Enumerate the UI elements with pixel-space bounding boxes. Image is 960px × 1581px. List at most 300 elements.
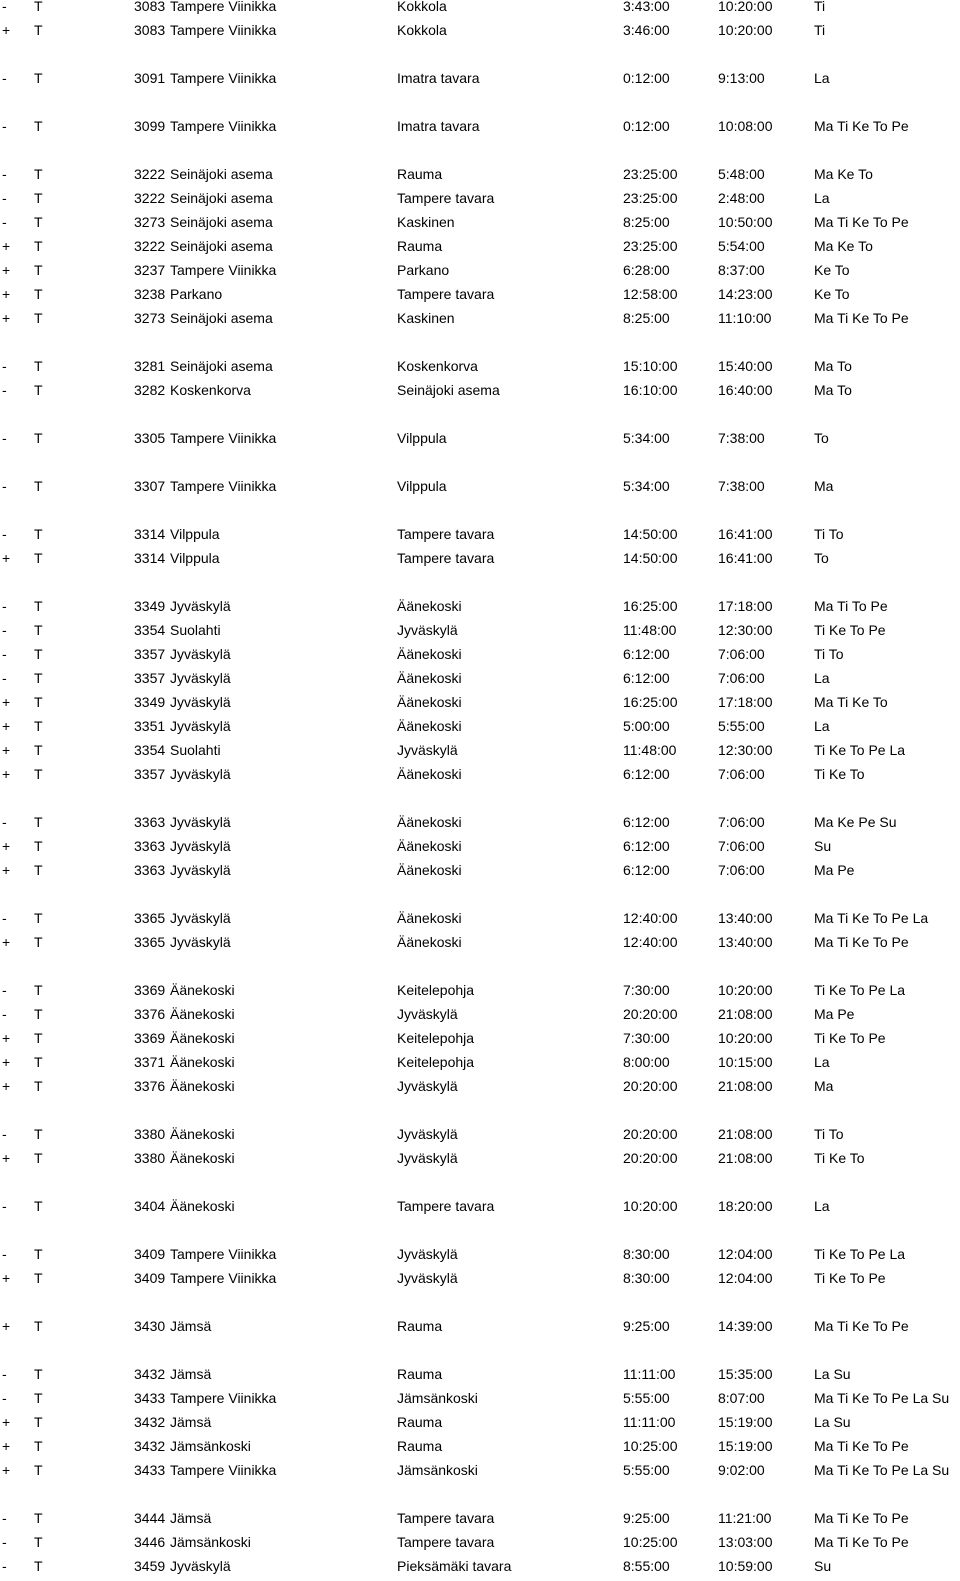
arrival-time: 14:39:00	[718, 1318, 773, 1334]
train-number: 3349	[134, 694, 166, 710]
train-number: 3091	[134, 70, 166, 86]
train-number: 3369	[134, 982, 166, 998]
table-row	[0, 906, 960, 930]
table-row	[0, 1074, 960, 1098]
destination-station: Keitelepohja	[397, 1054, 475, 1070]
destination-station: Keitelepohja	[397, 1030, 475, 1046]
arrival-time: 10:15:00	[718, 1054, 773, 1070]
operating-days: Ti	[814, 0, 826, 14]
train-number: 3432	[134, 1414, 166, 1430]
destination-station: Äänekoski	[397, 694, 462, 710]
change-sign: -	[2, 118, 7, 134]
departure-time: 23:25:00	[623, 166, 678, 182]
train-type: T	[34, 1054, 43, 1070]
departure-time: 9:25:00	[623, 1510, 670, 1526]
arrival-time: 12:04:00	[718, 1246, 773, 1262]
arrival-time: 10:20:00	[718, 22, 773, 38]
destination-station: Jyväskylä	[397, 1126, 458, 1142]
destination-station: Rauma	[397, 1366, 443, 1382]
train-type: T	[34, 286, 43, 302]
operating-days: Ti Ke To Pe La	[814, 982, 906, 998]
arrival-time: 13:03:00	[718, 1534, 773, 1550]
departure-time: 11:48:00	[623, 742, 677, 758]
train-type: T	[34, 838, 43, 854]
table-row	[0, 1122, 960, 1146]
arrival-time: 2:48:00	[718, 190, 765, 206]
train-number: 3363	[134, 862, 166, 878]
change-sign: -	[2, 1366, 7, 1382]
operating-days: Ti To	[814, 1126, 844, 1142]
destination-station: Äänekoski	[397, 646, 462, 662]
change-sign: -	[2, 910, 7, 926]
origin-station: Jyväskylä	[170, 862, 231, 878]
table-row	[0, 738, 960, 762]
change-sign: -	[2, 190, 7, 206]
origin-station: Tampere Viinikka	[170, 70, 277, 86]
origin-station: Jyväskylä	[170, 814, 231, 830]
arrival-time: 10:20:00	[718, 1030, 773, 1046]
operating-days: La	[814, 190, 830, 206]
train-number: 3363	[134, 814, 166, 830]
arrival-time: 21:08:00	[718, 1126, 773, 1142]
origin-station: Suolahti	[170, 622, 221, 638]
train-number: 3349	[134, 598, 166, 614]
operating-days: Ma Ti Ke To Pe	[814, 1534, 909, 1550]
change-sign: +	[2, 1150, 11, 1166]
destination-station: Vilppula	[397, 478, 447, 494]
change-sign: +	[2, 694, 11, 710]
arrival-time: 11:10:00	[718, 310, 772, 326]
origin-station: Äänekoski	[170, 982, 235, 998]
arrival-time: 7:06:00	[718, 862, 765, 878]
group-separator	[0, 882, 960, 906]
train-number: 3237	[134, 262, 166, 278]
operating-days: Ma	[814, 1078, 834, 1094]
origin-station: Jämsä	[170, 1318, 212, 1334]
departure-time: 5:00:00	[623, 718, 670, 734]
table-row	[0, 1410, 960, 1434]
destination-station: Jämsänkoski	[397, 1462, 478, 1478]
change-sign: +	[2, 238, 11, 254]
train-type: T	[34, 982, 43, 998]
operating-days: Ti Ke To Pe La	[814, 1246, 906, 1262]
table-row	[0, 522, 960, 546]
train-number: 3222	[134, 166, 166, 182]
departure-time: 20:20:00	[623, 1126, 678, 1142]
table-row	[0, 858, 960, 882]
departure-time: 9:25:00	[623, 1318, 670, 1334]
train-type: T	[34, 742, 43, 758]
arrival-time: 5:48:00	[718, 166, 765, 182]
operating-days: Ti Ke To	[814, 766, 865, 782]
origin-station: Jämsä	[170, 1414, 212, 1430]
train-number: 3376	[134, 1078, 166, 1094]
train-number: 3222	[134, 238, 166, 254]
origin-station: Äänekoski	[170, 1006, 235, 1022]
arrival-time: 10:20:00	[718, 0, 773, 14]
departure-time: 12:58:00	[623, 286, 678, 302]
departure-time: 11:11:00	[623, 1366, 676, 1382]
destination-station: Tampere tavara	[397, 1198, 495, 1214]
group-separator	[0, 1290, 960, 1314]
departure-time: 23:25:00	[623, 190, 678, 206]
train-number: 3459	[134, 1558, 166, 1574]
operating-days: Ti	[814, 22, 826, 38]
change-sign: +	[2, 22, 11, 38]
train-type: T	[34, 1534, 43, 1550]
origin-station: Äänekoski	[170, 1150, 235, 1166]
train-number: 3351	[134, 718, 166, 734]
departure-time: 10:20:00	[623, 1198, 678, 1214]
destination-station: Jyväskylä	[397, 1078, 458, 1094]
origin-station: Jyväskylä	[170, 670, 231, 686]
destination-station: Jyväskylä	[397, 742, 458, 758]
table-row	[0, 474, 960, 498]
change-sign: -	[2, 358, 7, 374]
origin-station: Tampere Viinikka	[170, 1246, 277, 1262]
table-row	[0, 282, 960, 306]
change-sign: +	[2, 1030, 11, 1046]
destination-station: Äänekoski	[397, 862, 462, 878]
train-number: 3281	[134, 358, 166, 374]
train-number: 3083	[134, 22, 166, 38]
train-type: T	[34, 1126, 43, 1142]
operating-days: Ma Ti Ke To	[814, 694, 888, 710]
departure-time: 7:30:00	[623, 982, 670, 998]
train-number: 3238	[134, 286, 166, 302]
table-row	[0, 1362, 960, 1386]
change-sign: -	[2, 622, 7, 638]
destination-station: Jyväskylä	[397, 1270, 458, 1286]
table-row	[0, 1530, 960, 1554]
destination-station: Tampere tavara	[397, 550, 495, 566]
destination-station: Jyväskylä	[397, 622, 458, 638]
destination-station: Imatra tavara	[397, 118, 480, 134]
destination-station: Vilppula	[397, 430, 447, 446]
train-type: T	[34, 766, 43, 782]
operating-days: La	[814, 70, 830, 86]
table-row	[0, 1266, 960, 1290]
change-sign: -	[2, 1126, 7, 1142]
change-sign: +	[2, 1414, 11, 1430]
arrival-time: 17:18:00	[718, 694, 773, 710]
train-number: 3365	[134, 910, 166, 926]
train-type: T	[34, 166, 43, 182]
train-type: T	[34, 262, 43, 278]
departure-time: 8:25:00	[623, 214, 670, 230]
origin-station: Seinäjoki asema	[170, 190, 273, 206]
train-number: 3380	[134, 1126, 166, 1142]
origin-station: Jyväskylä	[170, 1558, 231, 1574]
change-sign: +	[2, 286, 11, 302]
operating-days: Ti Ke To Pe	[814, 622, 886, 638]
arrival-time: 21:08:00	[718, 1078, 773, 1094]
change-sign: +	[2, 262, 11, 278]
departure-time: 5:34:00	[623, 478, 670, 494]
arrival-time: 16:41:00	[718, 550, 773, 566]
departure-time: 5:55:00	[623, 1462, 670, 1478]
change-sign: +	[2, 1078, 11, 1094]
train-number: 3446	[134, 1534, 166, 1550]
departure-time: 6:28:00	[623, 262, 670, 278]
destination-station: Rauma	[397, 1414, 443, 1430]
table-row	[0, 1506, 960, 1530]
operating-days: Ma Pe	[814, 1006, 855, 1022]
train-type: T	[34, 1414, 43, 1430]
arrival-time: 13:40:00	[718, 910, 773, 926]
arrival-time: 8:37:00	[718, 262, 765, 278]
destination-station: Rauma	[397, 1438, 443, 1454]
train-type: T	[34, 1558, 43, 1574]
arrival-time: 12:30:00	[718, 742, 773, 758]
operating-days: Ma Ke Pe Su	[814, 814, 897, 830]
arrival-time: 7:06:00	[718, 838, 765, 854]
table-row	[0, 18, 960, 42]
change-sign: -	[2, 598, 7, 614]
origin-station: Jyväskylä	[170, 838, 231, 854]
operating-days: La	[814, 670, 830, 686]
departure-time: 20:20:00	[623, 1078, 678, 1094]
train-type: T	[34, 1198, 43, 1214]
train-number: 3444	[134, 1510, 166, 1526]
origin-station: Vilppula	[170, 550, 220, 566]
table-row	[0, 666, 960, 690]
operating-days: To	[814, 430, 829, 446]
train-number: 3365	[134, 934, 166, 950]
operating-days: Ti Ke To	[814, 1150, 865, 1166]
group-separator	[0, 786, 960, 810]
origin-station: Tampere Viinikka	[170, 1270, 277, 1286]
origin-station: Tampere Viinikka	[170, 478, 277, 494]
train-type: T	[34, 478, 43, 494]
table-row	[0, 714, 960, 738]
departure-time: 3:46:00	[623, 22, 670, 38]
group-separator	[0, 330, 960, 354]
train-number: 3314	[134, 526, 166, 542]
arrival-time: 14:23:00	[718, 286, 773, 302]
table-row	[0, 978, 960, 1002]
change-sign: -	[2, 646, 7, 662]
change-sign: +	[2, 1438, 11, 1454]
train-number: 3354	[134, 622, 166, 638]
arrival-time: 9:13:00	[718, 70, 765, 86]
operating-days: Ma Ke To	[814, 238, 873, 254]
origin-station: Äänekoski	[170, 1030, 235, 1046]
origin-station: Tampere Viinikka	[170, 0, 277, 14]
table-row	[0, 258, 960, 282]
operating-days: Ti Ke To Pe	[814, 1270, 886, 1286]
destination-station: Äänekoski	[397, 718, 462, 734]
change-sign: +	[2, 1462, 11, 1478]
change-sign: -	[2, 670, 7, 686]
train-type: T	[34, 382, 43, 398]
operating-days: Ke To	[814, 286, 850, 302]
operating-days: Ma Ti Ke To Pe La Su	[814, 1462, 950, 1478]
train-type: T	[34, 1030, 43, 1046]
train-number: 3432	[134, 1438, 166, 1454]
departure-time: 16:10:00	[623, 382, 678, 398]
origin-station: Äänekoski	[170, 1054, 235, 1070]
train-type: T	[34, 430, 43, 446]
change-sign: -	[2, 1198, 7, 1214]
train-number: 3357	[134, 766, 166, 782]
table-row	[0, 1194, 960, 1218]
operating-days: Ma Ti Ke To Pe	[814, 214, 909, 230]
change-sign: -	[2, 814, 7, 830]
departure-time: 6:12:00	[623, 670, 670, 686]
train-number: 3376	[134, 1006, 166, 1022]
change-sign: -	[2, 1246, 7, 1262]
destination-station: Rauma	[397, 166, 443, 182]
train-type: T	[34, 310, 43, 326]
train-type: T	[34, 70, 43, 86]
train-number: 3433	[134, 1462, 166, 1478]
arrival-time: 5:55:00	[718, 718, 765, 734]
group-separator	[0, 1338, 960, 1362]
table-row	[0, 618, 960, 642]
change-sign: +	[2, 310, 11, 326]
departure-time: 0:12:00	[623, 118, 670, 134]
departure-time: 6:12:00	[623, 814, 670, 830]
table-row	[0, 210, 960, 234]
origin-station: Vilppula	[170, 526, 220, 542]
arrival-time: 21:08:00	[718, 1150, 773, 1166]
train-number: 3273	[134, 214, 166, 230]
arrival-time: 7:06:00	[718, 670, 765, 686]
operating-days: Ti Ke To Pe	[814, 1030, 886, 1046]
departure-time: 10:25:00	[623, 1438, 678, 1454]
destination-station: Seinäjoki asema	[397, 382, 500, 398]
change-sign: -	[2, 0, 7, 14]
change-sign: -	[2, 526, 7, 542]
group-separator	[0, 450, 960, 474]
arrival-time: 10:50:00	[718, 214, 773, 230]
train-number: 3404	[134, 1198, 166, 1214]
origin-station: Suolahti	[170, 742, 221, 758]
origin-station: Seinäjoki asema	[170, 358, 273, 374]
origin-station: Tampere Viinikka	[170, 118, 277, 134]
arrival-time: 15:19:00	[718, 1414, 773, 1430]
table-row	[0, 810, 960, 834]
arrival-time: 10:20:00	[718, 982, 773, 998]
arrival-time: 18:20:00	[718, 1198, 773, 1214]
operating-days: Ma Ti Ke To Pe	[814, 1318, 909, 1334]
train-number: 3305	[134, 430, 166, 446]
change-sign: -	[2, 382, 7, 398]
table-row	[0, 594, 960, 618]
train-type: T	[34, 718, 43, 734]
origin-station: Tampere Viinikka	[170, 1390, 277, 1406]
group-separator	[0, 402, 960, 426]
origin-station: Jämsänkoski	[170, 1438, 251, 1454]
table-row	[0, 690, 960, 714]
arrival-time: 8:07:00	[718, 1390, 765, 1406]
origin-station: Jyväskylä	[170, 934, 231, 950]
operating-days: Ke To	[814, 262, 850, 278]
train-type: T	[34, 22, 43, 38]
train-number: 3222	[134, 190, 166, 206]
departure-time: 11:11:00	[623, 1414, 676, 1430]
departure-time: 8:55:00	[623, 1558, 670, 1574]
train-number: 3409	[134, 1246, 166, 1262]
change-sign: -	[2, 214, 7, 230]
operating-days: Ma Ti Ke To Pe	[814, 1438, 909, 1454]
table-row	[0, 546, 960, 570]
table-row	[0, 1434, 960, 1458]
arrival-time: 15:19:00	[718, 1438, 773, 1454]
origin-station: Tampere Viinikka	[170, 262, 277, 278]
origin-station: Jyväskylä	[170, 910, 231, 926]
table-row	[0, 378, 960, 402]
train-type: T	[34, 1270, 43, 1286]
train-type: T	[34, 1006, 43, 1022]
train-type: T	[34, 526, 43, 542]
train-type: T	[34, 1078, 43, 1094]
table-row	[0, 162, 960, 186]
origin-station: Koskenkorva	[170, 382, 251, 398]
change-sign: +	[2, 742, 11, 758]
train-number: 3357	[134, 670, 166, 686]
train-number: 3307	[134, 478, 166, 494]
origin-station: Seinäjoki asema	[170, 310, 273, 326]
change-sign: -	[2, 430, 7, 446]
train-type: T	[34, 670, 43, 686]
operating-days: Ti To	[814, 526, 844, 542]
train-type: T	[34, 1318, 43, 1334]
train-number: 3432	[134, 1366, 166, 1382]
operating-days: La Su	[814, 1366, 851, 1382]
origin-station: Parkano	[170, 286, 223, 302]
train-number: 3314	[134, 550, 166, 566]
departure-time: 12:40:00	[623, 910, 678, 926]
departure-time: 6:12:00	[623, 838, 670, 854]
origin-station: Seinäjoki asema	[170, 214, 273, 230]
destination-station: Kaskinen	[397, 310, 455, 326]
table-row	[0, 1050, 960, 1074]
group-separator	[0, 90, 960, 114]
operating-days: Ma Ti Ke To Pe La Su	[814, 1390, 950, 1406]
origin-station: Tampere Viinikka	[170, 430, 277, 446]
operating-days: Su	[814, 838, 832, 854]
origin-station: Tampere Viinikka	[170, 22, 277, 38]
operating-days: Ma To	[814, 382, 852, 398]
departure-time: 16:25:00	[623, 694, 678, 710]
departure-time: 6:12:00	[623, 766, 670, 782]
departure-time: 20:20:00	[623, 1006, 678, 1022]
group-separator	[0, 570, 960, 594]
table-row	[0, 114, 960, 138]
train-type: T	[34, 814, 43, 830]
operating-days: To	[814, 550, 829, 566]
arrival-time: 12:04:00	[718, 1270, 773, 1286]
table-row	[0, 1146, 960, 1170]
train-type: T	[34, 238, 43, 254]
table-row	[0, 1386, 960, 1410]
table-row	[0, 426, 960, 450]
group-separator	[0, 1098, 960, 1122]
group-separator	[0, 954, 960, 978]
operating-days: Ma Pe	[814, 862, 855, 878]
destination-station: Äänekoski	[397, 670, 462, 686]
table-row	[0, 1314, 960, 1338]
arrival-time: 9:02:00	[718, 1462, 765, 1478]
departure-time: 7:30:00	[623, 1030, 670, 1046]
train-number: 3083	[134, 0, 166, 14]
operating-days: La	[814, 718, 830, 734]
destination-station: Äänekoski	[397, 910, 462, 926]
departure-time: 23:25:00	[623, 238, 678, 254]
arrival-time: 11:21:00	[718, 1510, 772, 1526]
